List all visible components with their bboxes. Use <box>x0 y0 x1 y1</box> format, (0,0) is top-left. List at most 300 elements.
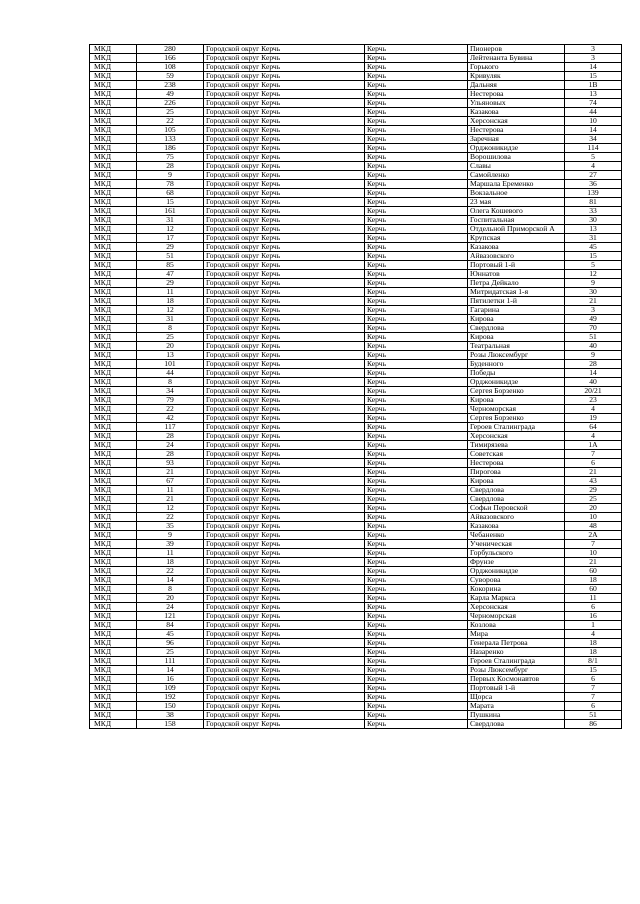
table-row <box>90 639 622 648</box>
object-type-cell: МКД <box>90 612 137 621</box>
street-cell: Победы <box>468 369 565 378</box>
table-row <box>90 504 622 513</box>
table-row <box>90 108 622 117</box>
street-cell: Марата <box>468 702 565 711</box>
house-cell: 60 <box>565 567 622 576</box>
city-cell: Керчь <box>365 396 468 405</box>
municipality-cell: Городской округ Керчь <box>204 432 365 441</box>
municipality-cell: Городской округ Керчь <box>204 189 365 198</box>
house-cell: 34 <box>565 135 622 144</box>
table-row <box>90 603 622 612</box>
house-cell: 25 <box>565 495 622 504</box>
city-cell: Керчь <box>365 126 468 135</box>
municipality-cell: Городской округ Керчь <box>204 675 365 684</box>
city-cell: Керчь <box>365 333 468 342</box>
street-cell: Фрунзе <box>468 558 565 567</box>
municipality-cell: Городской округ Керчь <box>204 288 365 297</box>
number-cell: 28 <box>137 450 204 459</box>
city-cell: Керчь <box>365 171 468 180</box>
table-row <box>90 144 622 153</box>
municipality-cell: Городской округ Керчь <box>204 270 365 279</box>
city-cell: Керчь <box>365 117 468 126</box>
object-type-cell: МКД <box>90 225 137 234</box>
number-cell: 280 <box>137 45 204 54</box>
municipality-cell: Городской округ Керчь <box>204 504 365 513</box>
city-cell: Керчь <box>365 585 468 594</box>
house-cell: 14 <box>565 63 622 72</box>
object-type-cell: МКД <box>90 342 137 351</box>
number-cell: 18 <box>137 558 204 567</box>
object-type-cell: МКД <box>90 657 137 666</box>
object-type-cell: МКД <box>90 450 137 459</box>
house-cell: 3 <box>565 54 622 63</box>
house-cell: 28 <box>565 360 622 369</box>
table-row <box>90 180 622 189</box>
table-row <box>90 324 622 333</box>
city-cell: Керчь <box>365 594 468 603</box>
municipality-cell: Городской округ Керчь <box>204 630 365 639</box>
number-cell: 117 <box>137 423 204 432</box>
street-cell: Героев Сталинграда <box>468 657 565 666</box>
table-row <box>90 522 622 531</box>
municipality-cell: Городской округ Керчь <box>204 252 365 261</box>
street-cell: Кирова <box>468 396 565 405</box>
number-cell: 12 <box>137 504 204 513</box>
municipality-cell: Городской округ Керчь <box>204 612 365 621</box>
number-cell: 8 <box>137 585 204 594</box>
table-row <box>90 513 622 522</box>
street-cell: Нестерова <box>468 90 565 99</box>
object-type-cell: МКД <box>90 72 137 81</box>
house-cell: 81 <box>565 198 622 207</box>
house-cell: 33 <box>565 207 622 216</box>
table-row <box>90 252 622 261</box>
municipality-cell: Городской округ Керчь <box>204 126 365 135</box>
object-type-cell: МКД <box>90 81 137 90</box>
table-row <box>90 234 622 243</box>
house-cell: 12 <box>565 270 622 279</box>
number-cell: 105 <box>137 126 204 135</box>
number-cell: 158 <box>137 720 204 729</box>
table-row <box>90 45 622 54</box>
object-type-cell: МКД <box>90 693 137 702</box>
object-type-cell: МКД <box>90 468 137 477</box>
city-cell: Керчь <box>365 297 468 306</box>
city-cell: Керчь <box>365 639 468 648</box>
municipality-cell: Городской округ Керчь <box>204 576 365 585</box>
street-cell: Пионеров <box>468 45 565 54</box>
street-cell: Назаренко <box>468 648 565 657</box>
object-type-cell: МКД <box>90 369 137 378</box>
object-type-cell: МКД <box>90 585 137 594</box>
object-type-cell: МКД <box>90 135 137 144</box>
number-cell: 84 <box>137 621 204 630</box>
city-cell: Керчь <box>365 351 468 360</box>
object-type-cell: МКД <box>90 477 137 486</box>
number-cell: 67 <box>137 477 204 486</box>
number-cell: 25 <box>137 648 204 657</box>
street-cell: Айвазовского <box>468 513 565 522</box>
number-cell: 75 <box>137 153 204 162</box>
number-cell: 28 <box>137 432 204 441</box>
municipality-cell: Городской округ Керчь <box>204 549 365 558</box>
street-cell: Буденного <box>468 360 565 369</box>
municipality-cell: Городской округ Керчь <box>204 54 365 63</box>
city-cell: Керчь <box>365 207 468 216</box>
municipality-cell: Городской округ Керчь <box>204 315 365 324</box>
municipality-cell: Городской округ Керчь <box>204 90 365 99</box>
street-cell: Козлова <box>468 621 565 630</box>
table-row <box>90 720 622 729</box>
house-cell: 45 <box>565 243 622 252</box>
municipality-cell: Городской округ Керчь <box>204 540 365 549</box>
street-cell: Госпитальная <box>468 216 565 225</box>
city-cell: Керчь <box>365 378 468 387</box>
city-cell: Керчь <box>365 63 468 72</box>
table-row <box>90 333 622 342</box>
city-cell: Керчь <box>365 720 468 729</box>
city-cell: Керчь <box>365 531 468 540</box>
house-cell: 40 <box>565 378 622 387</box>
municipality-cell: Городской округ Керчь <box>204 117 365 126</box>
street-cell: Орджоникидзе <box>468 567 565 576</box>
object-type-cell: МКД <box>90 171 137 180</box>
house-cell: 1В <box>565 81 622 90</box>
city-cell: Керчь <box>365 612 468 621</box>
number-cell: 35 <box>137 522 204 531</box>
house-cell: 7 <box>565 684 622 693</box>
city-cell: Керчь <box>365 315 468 324</box>
number-cell: 22 <box>137 513 204 522</box>
street-cell: Херсонская <box>468 603 565 612</box>
house-cell: 10 <box>565 117 622 126</box>
table-row <box>90 585 622 594</box>
municipality-cell: Городской округ Керчь <box>204 225 365 234</box>
municipality-cell: Городской округ Керчь <box>204 423 365 432</box>
street-cell: Горького <box>468 63 565 72</box>
table-row <box>90 405 622 414</box>
house-cell: 70 <box>565 324 622 333</box>
house-cell: 21 <box>565 468 622 477</box>
city-cell: Керчь <box>365 387 468 396</box>
house-cell: 1 <box>565 621 622 630</box>
house-cell: 6 <box>565 603 622 612</box>
municipality-cell: Городской округ Керчь <box>204 279 365 288</box>
table-row <box>90 477 622 486</box>
table-row <box>90 576 622 585</box>
city-cell: Керчь <box>365 360 468 369</box>
object-type-cell: МКД <box>90 189 137 198</box>
object-type-cell: МКД <box>90 99 137 108</box>
number-cell: 59 <box>137 72 204 81</box>
table-row <box>90 531 622 540</box>
city-cell: Керчь <box>365 621 468 630</box>
table-row <box>90 387 622 396</box>
house-cell: 16 <box>565 612 622 621</box>
object-type-cell: МКД <box>90 558 137 567</box>
object-type-cell: МКД <box>90 486 137 495</box>
city-cell: Керчь <box>365 522 468 531</box>
street-cell: Орджоникидзе <box>468 378 565 387</box>
street-cell: Щорса <box>468 693 565 702</box>
number-cell: 238 <box>137 81 204 90</box>
number-cell: 22 <box>137 117 204 126</box>
street-cell: Херсонская <box>468 117 565 126</box>
city-cell: Керчь <box>365 342 468 351</box>
table-body <box>90 45 622 729</box>
object-type-cell: МКД <box>90 117 137 126</box>
municipality-cell: Городской округ Керчь <box>204 594 365 603</box>
municipality-cell: Городской округ Керчь <box>204 621 365 630</box>
street-cell: Мира <box>468 630 565 639</box>
object-type-cell: МКД <box>90 675 137 684</box>
number-cell: 108 <box>137 63 204 72</box>
table-row <box>90 486 622 495</box>
city-cell: Керчь <box>365 45 468 54</box>
house-cell: 30 <box>565 288 622 297</box>
city-cell: Керчь <box>365 405 468 414</box>
number-cell: 20 <box>137 342 204 351</box>
number-cell: 25 <box>137 108 204 117</box>
number-cell: 49 <box>137 90 204 99</box>
street-cell: Горбульского <box>468 549 565 558</box>
municipality-cell: Городской округ Керчь <box>204 81 365 90</box>
municipality-cell: Городской округ Керчь <box>204 522 365 531</box>
object-type-cell: МКД <box>90 648 137 657</box>
municipality-cell: Городской округ Керчь <box>204 108 365 117</box>
number-cell: 79 <box>137 396 204 405</box>
table-row <box>90 675 622 684</box>
house-cell: 5 <box>565 153 622 162</box>
city-cell: Керчь <box>365 54 468 63</box>
municipality-cell: Городской округ Керчь <box>204 216 365 225</box>
city-cell: Керчь <box>365 108 468 117</box>
municipality-cell: Городской округ Керчь <box>204 585 365 594</box>
number-cell: 15 <box>137 198 204 207</box>
street-cell: Ученическая <box>468 540 565 549</box>
house-cell: 51 <box>565 711 622 720</box>
object-type-cell: МКД <box>90 216 137 225</box>
number-cell: 68 <box>137 189 204 198</box>
municipality-cell: Городской округ Керчь <box>204 333 365 342</box>
table-row <box>90 261 622 270</box>
table-row <box>90 657 622 666</box>
municipality-cell: Городской округ Керчь <box>204 297 365 306</box>
house-cell: 19 <box>565 414 622 423</box>
table-row <box>90 171 622 180</box>
city-cell: Керчь <box>365 450 468 459</box>
number-cell: 121 <box>137 612 204 621</box>
city-cell: Керчь <box>365 540 468 549</box>
house-cell: 11 <box>565 594 622 603</box>
street-cell: Чебаненко <box>468 531 565 540</box>
table-row <box>90 459 622 468</box>
municipality-cell: Городской округ Керчь <box>204 567 365 576</box>
number-cell: 8 <box>137 378 204 387</box>
object-type-cell: МКД <box>90 630 137 639</box>
table-row <box>90 189 622 198</box>
street-cell: Казакова <box>468 522 565 531</box>
city-cell: Керчь <box>365 576 468 585</box>
table-row <box>90 63 622 72</box>
table-row <box>90 90 622 99</box>
municipality-cell: Городской округ Керчь <box>204 450 365 459</box>
number-cell: 13 <box>137 351 204 360</box>
table-row <box>90 54 622 63</box>
object-type-cell: МКД <box>90 126 137 135</box>
number-cell: 161 <box>137 207 204 216</box>
city-cell: Керчь <box>365 216 468 225</box>
municipality-cell: Городской округ Керчь <box>204 639 365 648</box>
table-row <box>90 369 622 378</box>
street-cell: Кирова <box>468 333 565 342</box>
object-type-cell: МКД <box>90 405 137 414</box>
number-cell: 31 <box>137 315 204 324</box>
street-cell: Дальняя <box>468 81 565 90</box>
house-cell: 15 <box>565 252 622 261</box>
city-cell: Керчь <box>365 243 468 252</box>
city-cell: Керчь <box>365 72 468 81</box>
house-cell: 7 <box>565 540 622 549</box>
object-type-cell: МКД <box>90 522 137 531</box>
municipality-cell: Городской округ Керчь <box>204 666 365 675</box>
street-cell: Крупская <box>468 234 565 243</box>
city-cell: Керчь <box>365 432 468 441</box>
object-type-cell: МКД <box>90 288 137 297</box>
municipality-cell: Городской округ Керчь <box>204 162 365 171</box>
table-row <box>90 153 622 162</box>
house-cell: 23 <box>565 396 622 405</box>
table-row <box>90 342 622 351</box>
object-type-cell: МКД <box>90 378 137 387</box>
table-row <box>90 684 622 693</box>
object-type-cell: МКД <box>90 333 137 342</box>
number-cell: 111 <box>137 657 204 666</box>
table-row <box>90 225 622 234</box>
house-cell: 15 <box>565 72 622 81</box>
number-cell: 9 <box>137 171 204 180</box>
house-cell: 18 <box>565 576 622 585</box>
municipality-cell: Городской округ Керчь <box>204 234 365 243</box>
number-cell: 34 <box>137 387 204 396</box>
number-cell: 42 <box>137 414 204 423</box>
number-cell: 11 <box>137 288 204 297</box>
municipality-cell: Городской округ Керчь <box>204 495 365 504</box>
city-cell: Керчь <box>365 666 468 675</box>
municipality-cell: Городской округ Керчь <box>204 531 365 540</box>
municipality-cell: Городской округ Керчь <box>204 378 365 387</box>
municipality-cell: Городской округ Керчь <box>204 360 365 369</box>
house-cell: 20/21 <box>565 387 622 396</box>
city-cell: Керчь <box>365 414 468 423</box>
house-cell: 9 <box>565 279 622 288</box>
street-cell: Портовый 1-й <box>468 261 565 270</box>
city-cell: Керчь <box>365 81 468 90</box>
object-type-cell: МКД <box>90 252 137 261</box>
street-cell: Митридатская 1-я <box>468 288 565 297</box>
city-cell: Керчь <box>365 270 468 279</box>
object-type-cell: МКД <box>90 162 137 171</box>
street-cell: Черноморская <box>468 612 565 621</box>
municipality-cell: Городской округ Керчь <box>204 180 365 189</box>
object-type-cell: МКД <box>90 270 137 279</box>
table-row <box>90 81 622 90</box>
municipality-cell: Городской округ Керчь <box>204 306 365 315</box>
city-cell: Керчь <box>365 702 468 711</box>
municipality-cell: Городской округ Керчь <box>204 459 365 468</box>
table-row <box>90 450 622 459</box>
number-cell: 24 <box>137 603 204 612</box>
street-cell: Сергея Борзенко <box>468 414 565 423</box>
city-cell: Керчь <box>365 99 468 108</box>
city-cell: Керчь <box>365 279 468 288</box>
object-type-cell: МКД <box>90 306 137 315</box>
municipality-cell: Городской округ Керчь <box>204 396 365 405</box>
street-cell: Героев Сталинграда <box>468 423 565 432</box>
house-cell: 14 <box>565 369 622 378</box>
street-cell: 23 мая <box>468 198 565 207</box>
city-cell: Керчь <box>365 711 468 720</box>
municipality-cell: Городской округ Керчь <box>204 63 365 72</box>
object-type-cell: МКД <box>90 576 137 585</box>
number-cell: 226 <box>137 99 204 108</box>
city-cell: Керчь <box>365 558 468 567</box>
city-cell: Керчь <box>365 684 468 693</box>
number-cell: 28 <box>137 162 204 171</box>
number-cell: 150 <box>137 702 204 711</box>
house-cell: 18 <box>565 639 622 648</box>
object-type-cell: МКД <box>90 495 137 504</box>
number-cell: 21 <box>137 495 204 504</box>
object-type-cell: МКД <box>90 432 137 441</box>
municipality-cell: Городской округ Керчь <box>204 693 365 702</box>
city-cell: Керчь <box>365 477 468 486</box>
municipality-cell: Городской округ Керчь <box>204 657 365 666</box>
house-cell: 49 <box>565 315 622 324</box>
table-row <box>90 396 622 405</box>
municipality-cell: Городской округ Керчь <box>204 684 365 693</box>
house-cell: 64 <box>565 423 622 432</box>
table-row <box>90 549 622 558</box>
street-cell: Казакова <box>468 108 565 117</box>
table-row <box>90 630 622 639</box>
city-cell: Керчь <box>365 324 468 333</box>
table-row <box>90 612 622 621</box>
object-type-cell: МКД <box>90 711 137 720</box>
city-cell: Керчь <box>365 630 468 639</box>
number-cell: 186 <box>137 144 204 153</box>
number-cell: 11 <box>137 549 204 558</box>
house-cell: 6 <box>565 702 622 711</box>
house-cell: 48 <box>565 522 622 531</box>
municipality-cell: Городской округ Керчь <box>204 153 365 162</box>
table-row <box>90 198 622 207</box>
house-cell: 15 <box>565 666 622 675</box>
municipality-cell: Городской округ Керчь <box>204 711 365 720</box>
table-row <box>90 495 622 504</box>
house-cell: 114 <box>565 144 622 153</box>
number-cell: 109 <box>137 684 204 693</box>
object-type-cell: МКД <box>90 207 137 216</box>
object-type-cell: МКД <box>90 54 137 63</box>
table-row <box>90 270 622 279</box>
object-type-cell: МКД <box>90 594 137 603</box>
number-cell: 38 <box>137 711 204 720</box>
object-type-cell: МКД <box>90 540 137 549</box>
table-row <box>90 243 622 252</box>
street-cell: Гагарина <box>468 306 565 315</box>
street-cell: Розы Люксембург <box>468 351 565 360</box>
